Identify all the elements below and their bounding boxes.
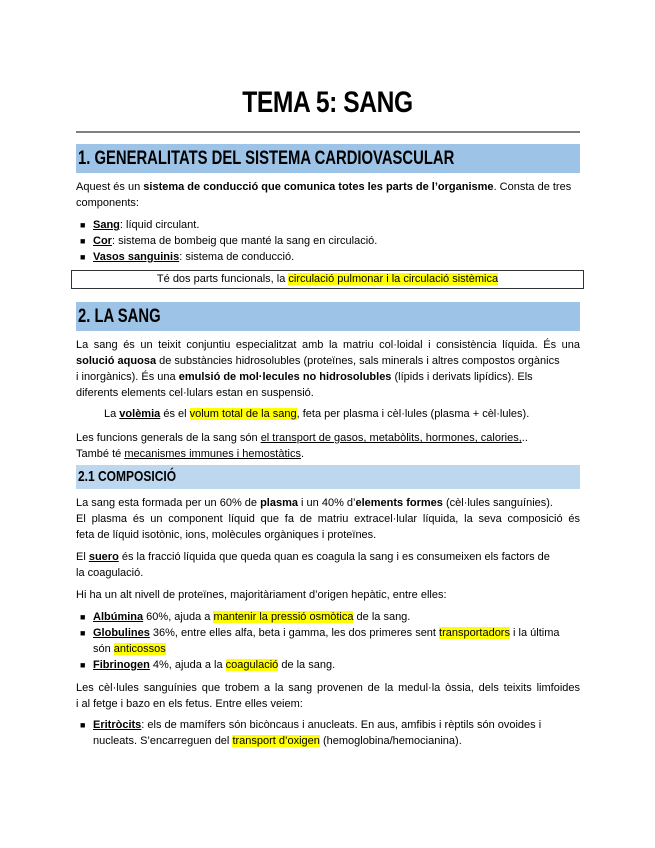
title-divider [76, 131, 580, 133]
list-item: ■ Globulines 36%, entre elles alfa, beta i gamma, les dos primeres sent transportadors i la última [80, 627, 560, 639]
section-heading-2-1: 2.1 COMPOSICIÓ [76, 465, 580, 489]
page-title: TEMA 5: SANG [242, 86, 413, 119]
list-item: ■ Eritròcits: els de mamífers són bicòncaus i anucleats. En aus, amfibis i rèptils són ovoides i [80, 719, 542, 731]
list-item-continuation: són anticossos [93, 643, 166, 655]
callout-box: Té dos parts funcionals, la circulació pulmonar i la circulació sistèmica [71, 270, 584, 289]
cells-list [80, 717, 580, 749]
paragraph-proteins-intro: Hi ha un alt nivell de proteïnes, majoritàriament d’origen hepàtic, entre elles: [76, 589, 447, 601]
square-bullet-icon: ■ [80, 252, 86, 262]
list-item: ■ Cor: sistema de bombeig que manté la sang en circulació. [80, 235, 378, 247]
paragraph-composition: La sang esta formada per un 60% de plasma i un 40% d’elements formes (cèl·lules sanguínies). El plasma és un component líquid que fa de matriu extracel·lular líquida, la seva composició és feta de líquid isotònic, ions, molècules orgàniques i proteïnes. [76, 497, 580, 541]
square-bullet-icon: ■ [80, 660, 86, 670]
section-heading-2: 2. LA SANG [76, 302, 580, 331]
list-item: ■ Fibrinogen 4%, ajuda a la coagulació de la sang. [80, 659, 336, 671]
section-heading-1: 1. GENERALITATS DEL SISTEMA CARDIOVASCULAR [76, 144, 580, 173]
square-bullet-icon: ■ [80, 612, 86, 622]
list-item: ■ Sang: líquid circulant. [80, 219, 200, 231]
proteins-list [80, 609, 580, 673]
components-list [80, 217, 580, 265]
square-bullet-icon: ■ [80, 720, 86, 730]
square-bullet-icon: ■ [80, 628, 86, 638]
list-item: ■ Albúmina 60%, ajuda a mantenir la pressió osmòtica de la sang. [80, 611, 411, 623]
square-bullet-icon: ■ [80, 236, 86, 246]
paragraph-intro: Aquest és un sistema de conducció que comunica totes les parts de l’organisme. Consta de tres components: [76, 181, 572, 209]
paragraph-suero: El suero és la fracció líquida que queda quan es coagula la sang i es consumeixen els factors de la coagulació. [76, 551, 550, 579]
paragraph-cells: Les cèl·lules sanguínies que trobem a la sang provenen de la medul·la òssia, dels teixits limfoides i al fetge i bazo en els fetus. Entre elles veiem: [76, 682, 580, 710]
square-bullet-icon: ■ [80, 220, 86, 230]
volemia-line: La volèmia és el volum total de la sang, feta per plasma i cèl·lules (plasma + cèl·lules). [104, 408, 530, 420]
paragraph-sang-definition: La sang és un teixit conjuntiu especialitzat amb la matriu col·loidal i consistència líquida. És una solució aquosa de substàncies hidrosolubles (proteïnes, sals minerals i altres compostos orgànics i inorgànics). És una emulsió de mol·lecules no hidrosolubles (lípids i derivats lipídics). Els diferents elements cel·lulars estan en suspensió. [76, 339, 580, 399]
paragraph-functions: Les funcions generals de la sang són el transport de gasos, metabòlits, hormones, calories,.. També té mecanismes immunes i hemostàtics. [76, 432, 528, 460]
list-item-continuation: nucleats. S’encarreguen del transport d’oxigen (hemoglobina/hemocianina). [93, 735, 462, 747]
list-item: ■ Vasos sanguinis: sistema de conducció. [80, 251, 295, 263]
